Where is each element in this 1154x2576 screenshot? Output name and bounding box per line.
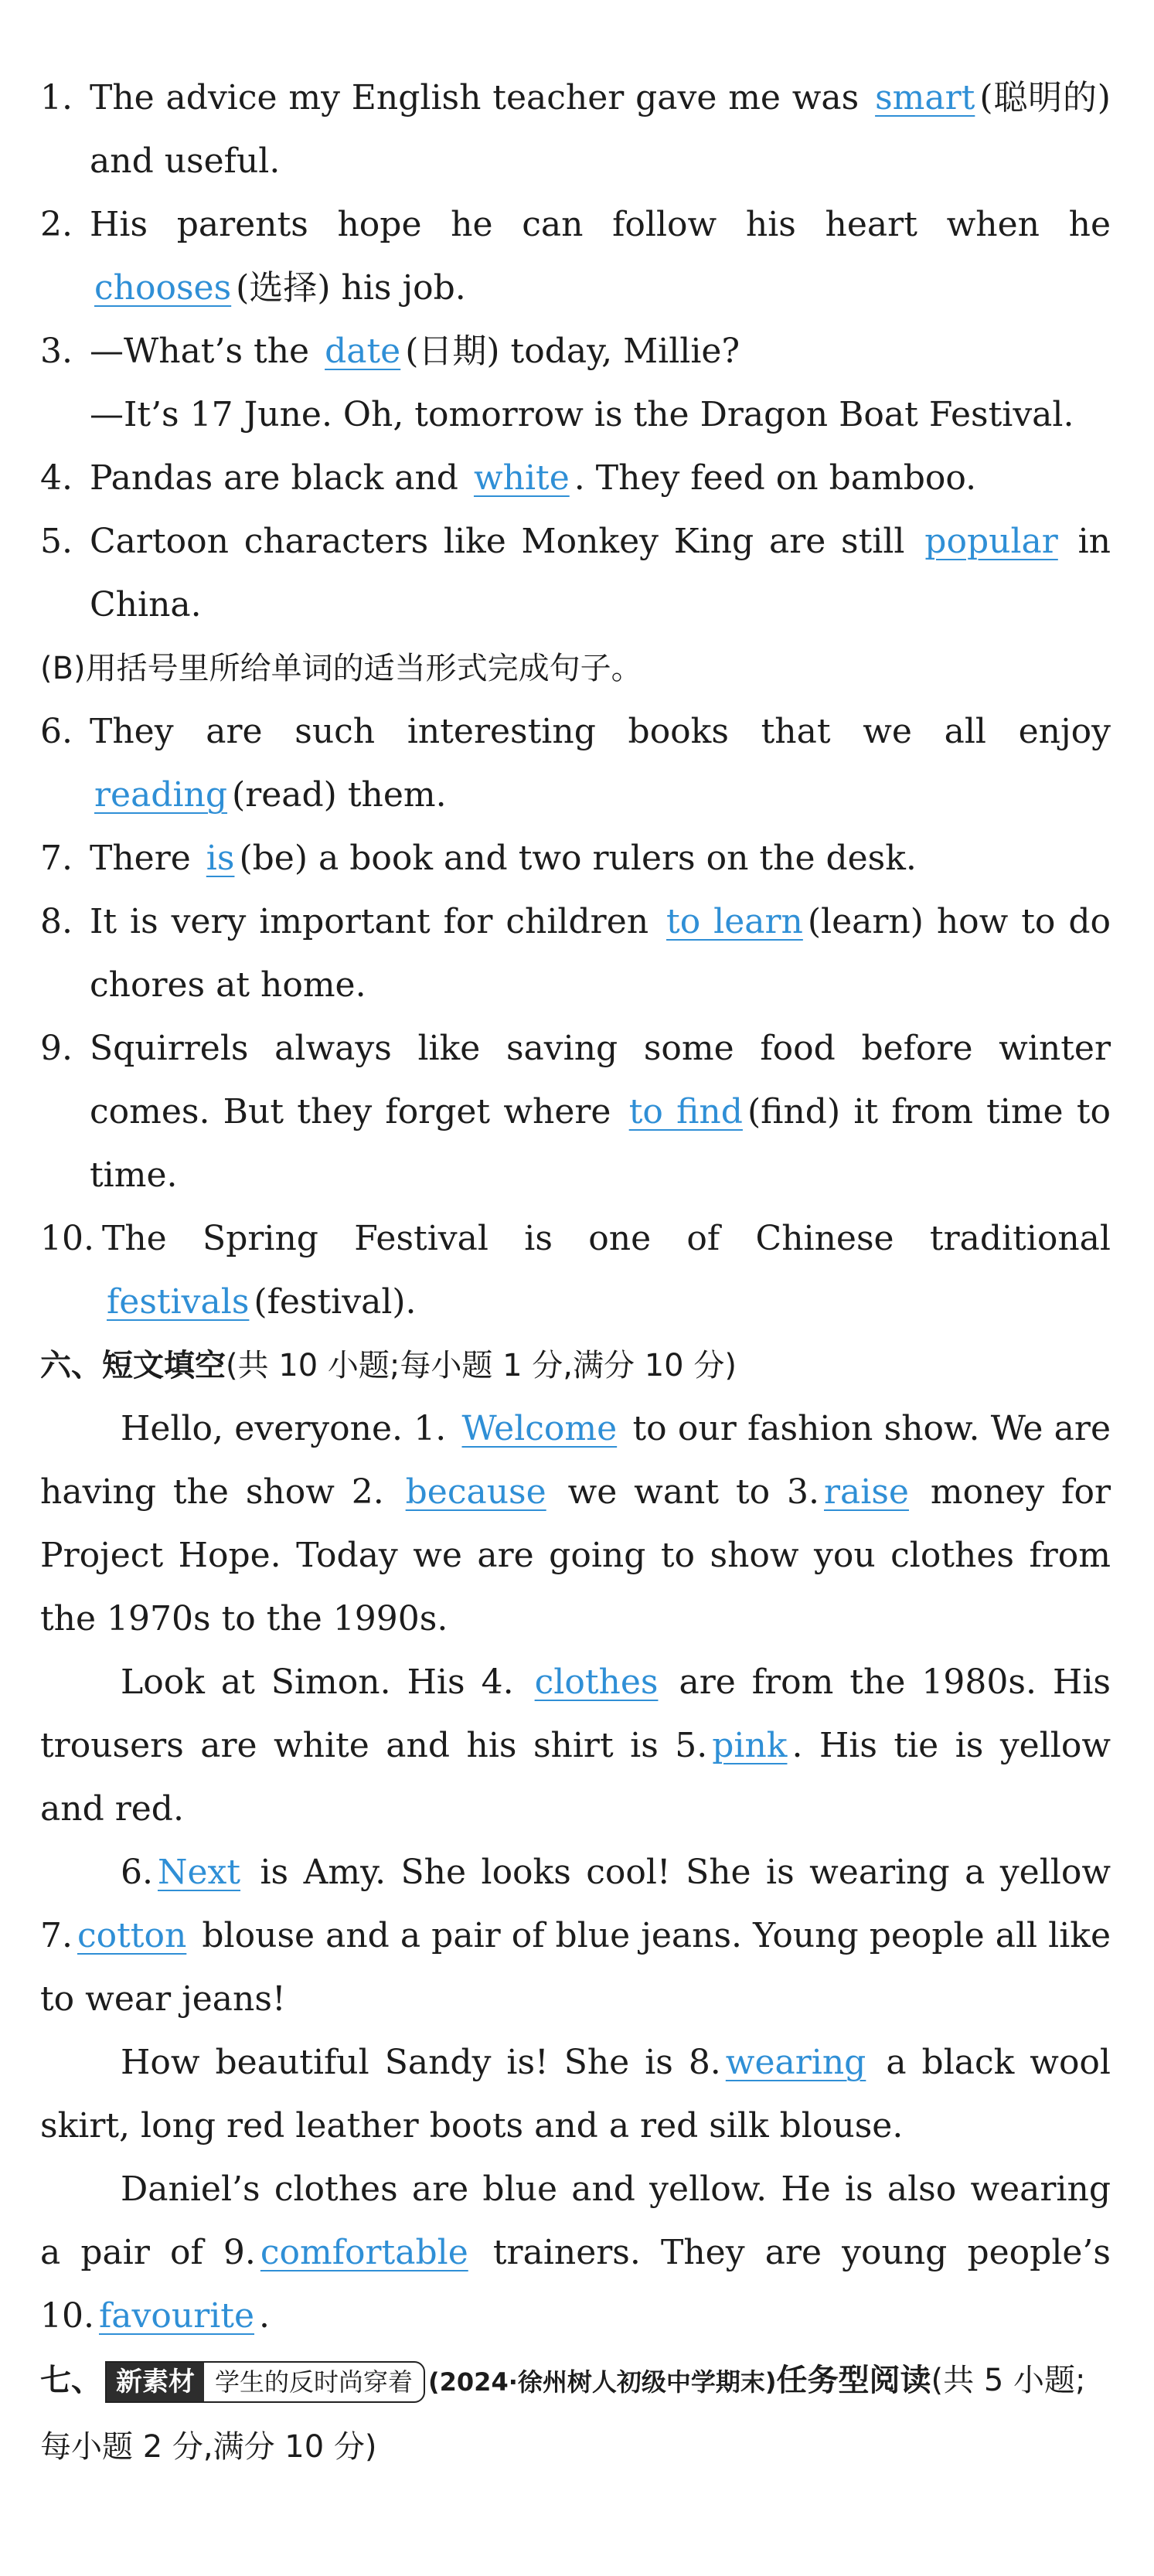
part-a-questions [40, 66, 1111, 637]
answer: reading [94, 775, 228, 815]
question-text [90, 510, 1111, 637]
question-item [40, 447, 1111, 510]
question-number: 2. [40, 205, 73, 244]
answer: chooses [94, 268, 232, 308]
text: Squirrels always like saving some food before winter comes. But they forget where [90, 1029, 1111, 1131]
answer: popular [924, 522, 1058, 561]
text: His parents hope he can follow his heart when he [90, 205, 1111, 244]
section-6-title: 六、短文填空 [40, 1348, 226, 1383]
section-7-heading [40, 2348, 1111, 2479]
question-text [102, 1207, 1111, 1334]
text: in China. [90, 522, 1111, 624]
answer-1: Welcome [461, 1409, 618, 1448]
text: a black wool skirt, long red leather boots and a red silk blouse. [40, 2043, 1111, 2146]
text: . They feed on bamboo. [574, 458, 977, 498]
question-number: 9. [40, 1029, 73, 1068]
text: Daniel’s clothes are blue and yellow. He is also wearing a pair of 9. [40, 2169, 1111, 2272]
text: (read) them. [232, 775, 447, 815]
section-6-heading [40, 1334, 1111, 1397]
text: How beautiful Sandy is! She is 8. [121, 2043, 721, 2082]
part-b-heading: (B)用括号里所给单词的适当形式完成句子。 [40, 651, 642, 686]
question-text [90, 700, 1111, 827]
passage-paragraph-3 [40, 1841, 1111, 2031]
text: It is very important for children [90, 902, 649, 941]
answer-8: wearing [725, 2043, 866, 2082]
passage-paragraph-2 [40, 1651, 1111, 1841]
text: trainers. They are young people’s 10. [40, 2233, 1111, 2336]
question-item [40, 510, 1111, 637]
text: Look at Simon. His 4. [121, 1662, 514, 1702]
question-number: 4. [40, 458, 73, 498]
question-item [40, 1207, 1111, 1334]
answer-5: pink [712, 1726, 788, 1765]
question-number: 6. [40, 712, 73, 751]
answer-3: raise [823, 1472, 909, 1512]
section-7-number: 七、 [40, 2363, 102, 2398]
section-7-note: (共 5 小题;每小题 2 分,满分 10 分) [40, 2363, 1086, 2465]
text: we want to 3. [567, 1472, 819, 1512]
text: (festival). [254, 1282, 417, 1322]
text: Hello, everyone. 1. [121, 1409, 447, 1448]
text: Pandas are black and [90, 458, 458, 498]
text: money for Project Hope. Today we are going to show you clothes from the 1970s to the 1990s. [40, 1472, 1111, 1638]
text: (find) it from time to time. [90, 1092, 1111, 1195]
question-number: 10. [40, 1219, 94, 1258]
answer-2: because [405, 1472, 546, 1512]
answer: white [473, 458, 570, 498]
question-text [90, 66, 1111, 193]
text: (选择) his job. [236, 268, 466, 308]
question-item [40, 1017, 1111, 1207]
text: The advice my English teacher gave me was [90, 78, 860, 117]
text: to our fashion show. We are having the show 2. [40, 1409, 1111, 1512]
text: . His tie is yellow and red. [40, 1726, 1111, 1829]
answer: to learn [666, 902, 803, 941]
part-b-questions [40, 700, 1111, 1334]
question-number: 1. [40, 78, 73, 117]
question-item [40, 700, 1111, 827]
answer: festivals [107, 1282, 250, 1322]
passage-paragraph-1 [40, 1397, 1111, 1651]
answer-10: favourite [98, 2296, 255, 2336]
text: They are such interesting books that we all enjoy [90, 712, 1111, 751]
question-text [90, 320, 1111, 447]
text: is Amy. She looks cool! She is wearing a yellow 7. [40, 1853, 1111, 1955]
text: blouse and a pair of blue jeans. Young people all like to wear jeans! [40, 1916, 1111, 2019]
question-number: 3. [40, 332, 73, 371]
question-item [40, 890, 1111, 1017]
question-text [90, 447, 1111, 510]
section-7-title: 任务型阅读 [776, 2363, 931, 2398]
dialogue-line: —It’s 17 June. Oh, tomorrow is the Dragon Boat Festival. [90, 395, 1074, 434]
question-item [40, 320, 1111, 447]
source-citation: (2024·徐州树人初级中学期末) [428, 2367, 777, 2397]
text: (learn) how to do chores at home. [90, 902, 1111, 1005]
text: (聪明的) and useful. [90, 78, 1111, 181]
text: Cartoon characters like Monkey King are still [90, 522, 905, 561]
question-item [40, 193, 1111, 320]
question-item [40, 827, 1111, 890]
answer: to find [628, 1092, 743, 1131]
text: are from the 1980s. His trousers are white and his shirt is 5. [40, 1662, 1111, 1765]
question-text [90, 827, 1111, 890]
text: (日期) today, Millie? [405, 332, 740, 371]
question-number: 8. [40, 902, 73, 941]
passage-paragraph-5 [40, 2158, 1111, 2348]
text: There [90, 839, 191, 878]
question-number: 7. [40, 839, 73, 878]
question-item [40, 66, 1111, 193]
question-text [90, 193, 1111, 320]
passage-paragraph-4 [40, 2031, 1111, 2158]
question-text [90, 890, 1111, 1017]
tag-label: 新素材 [107, 2363, 204, 2401]
section-6-note: (共 10 小题;每小题 1 分,满分 10 分) [226, 1348, 737, 1383]
answer-7: cotton [77, 1916, 187, 1955]
answer: is [206, 839, 235, 878]
text: . [259, 2296, 271, 2336]
new-material-tag [105, 2361, 425, 2403]
tag-topic: 学生的反时尚穿着 [215, 2367, 414, 2397]
text: 6. [121, 1853, 153, 1892]
question-text [90, 1017, 1111, 1207]
answer: date [325, 332, 401, 371]
text: —What’s the [90, 332, 310, 371]
answer-4: clothes [534, 1662, 659, 1702]
answer-9: comfortable [260, 2233, 468, 2272]
text: The Spring Festival is one of Chinese traditional [102, 1219, 1111, 1258]
text: (be) a book and two rulers on the desk. [239, 839, 917, 878]
answer-6: Next [157, 1853, 241, 1892]
answer: smart [875, 78, 975, 117]
question-number: 5. [40, 522, 73, 561]
